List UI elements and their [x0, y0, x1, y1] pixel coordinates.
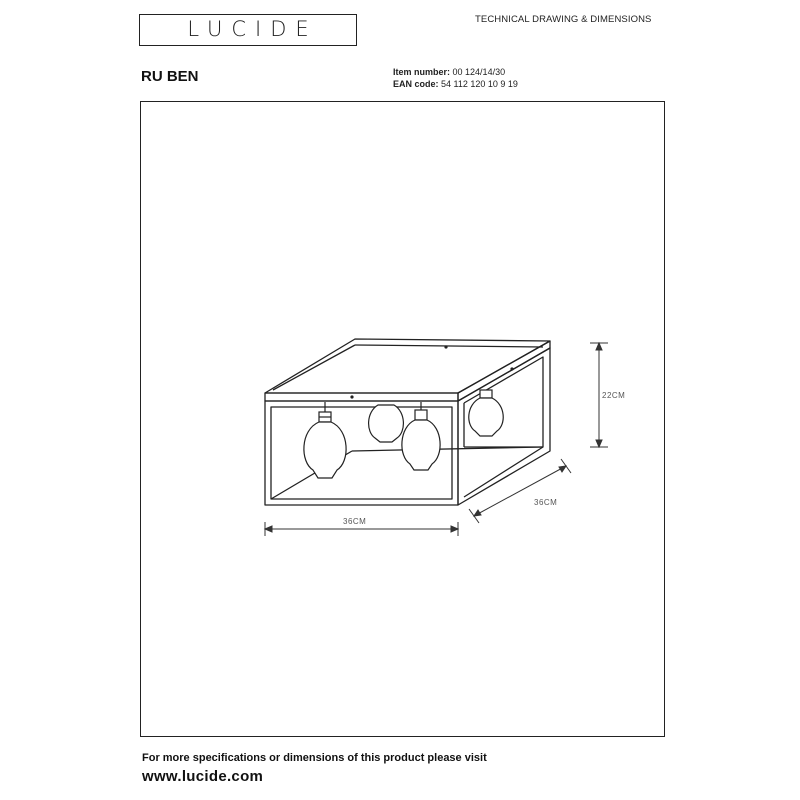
tray-right-face	[458, 341, 550, 401]
ean-value: 54 112 120 10 9 19	[441, 79, 518, 89]
footer-url[interactable]: www.lucide.com	[142, 768, 264, 785]
fixing-dot-3	[510, 367, 513, 370]
depth-dimension-label: 36CM	[534, 498, 558, 507]
tray-inner-edge	[273, 345, 355, 390]
fixing-dot-1	[444, 345, 447, 348]
tray-front-face	[265, 393, 458, 401]
bulb-4-glass	[469, 398, 503, 436]
height-arrow-top	[596, 343, 602, 350]
depth-arrow-1	[474, 510, 481, 516]
logo-text: LUCIDE	[187, 17, 318, 41]
ean-label: EAN code:	[393, 79, 439, 89]
item-number-label: Item number:	[393, 67, 451, 77]
bulb-3-socket	[415, 410, 427, 420]
depth-dimension-line	[474, 466, 566, 516]
tray-inner-edge-back	[355, 345, 543, 347]
footer-text: For more specifications or dimensions of this product please visit	[142, 752, 487, 764]
height-arrow-bottom	[596, 440, 602, 447]
bulb-3-glass	[402, 420, 440, 470]
bulb-4-socket	[480, 390, 492, 398]
bulb-1-glass	[304, 422, 346, 478]
item-number-value: 00 124/14/30	[452, 67, 506, 77]
depth-arrow-2	[559, 466, 566, 472]
width-dimension-label: 36CM	[343, 517, 367, 526]
width-arrow-left	[265, 526, 272, 532]
document-type: TECHNICAL DRAWING & DIMENSIONS	[475, 14, 652, 25]
fixing-dot-2	[350, 395, 353, 398]
width-arrow-right	[451, 526, 458, 532]
height-dimension-label: 22CM	[602, 391, 626, 400]
bulb-2-glass	[369, 405, 404, 442]
product-name: RU BEN	[141, 68, 199, 85]
